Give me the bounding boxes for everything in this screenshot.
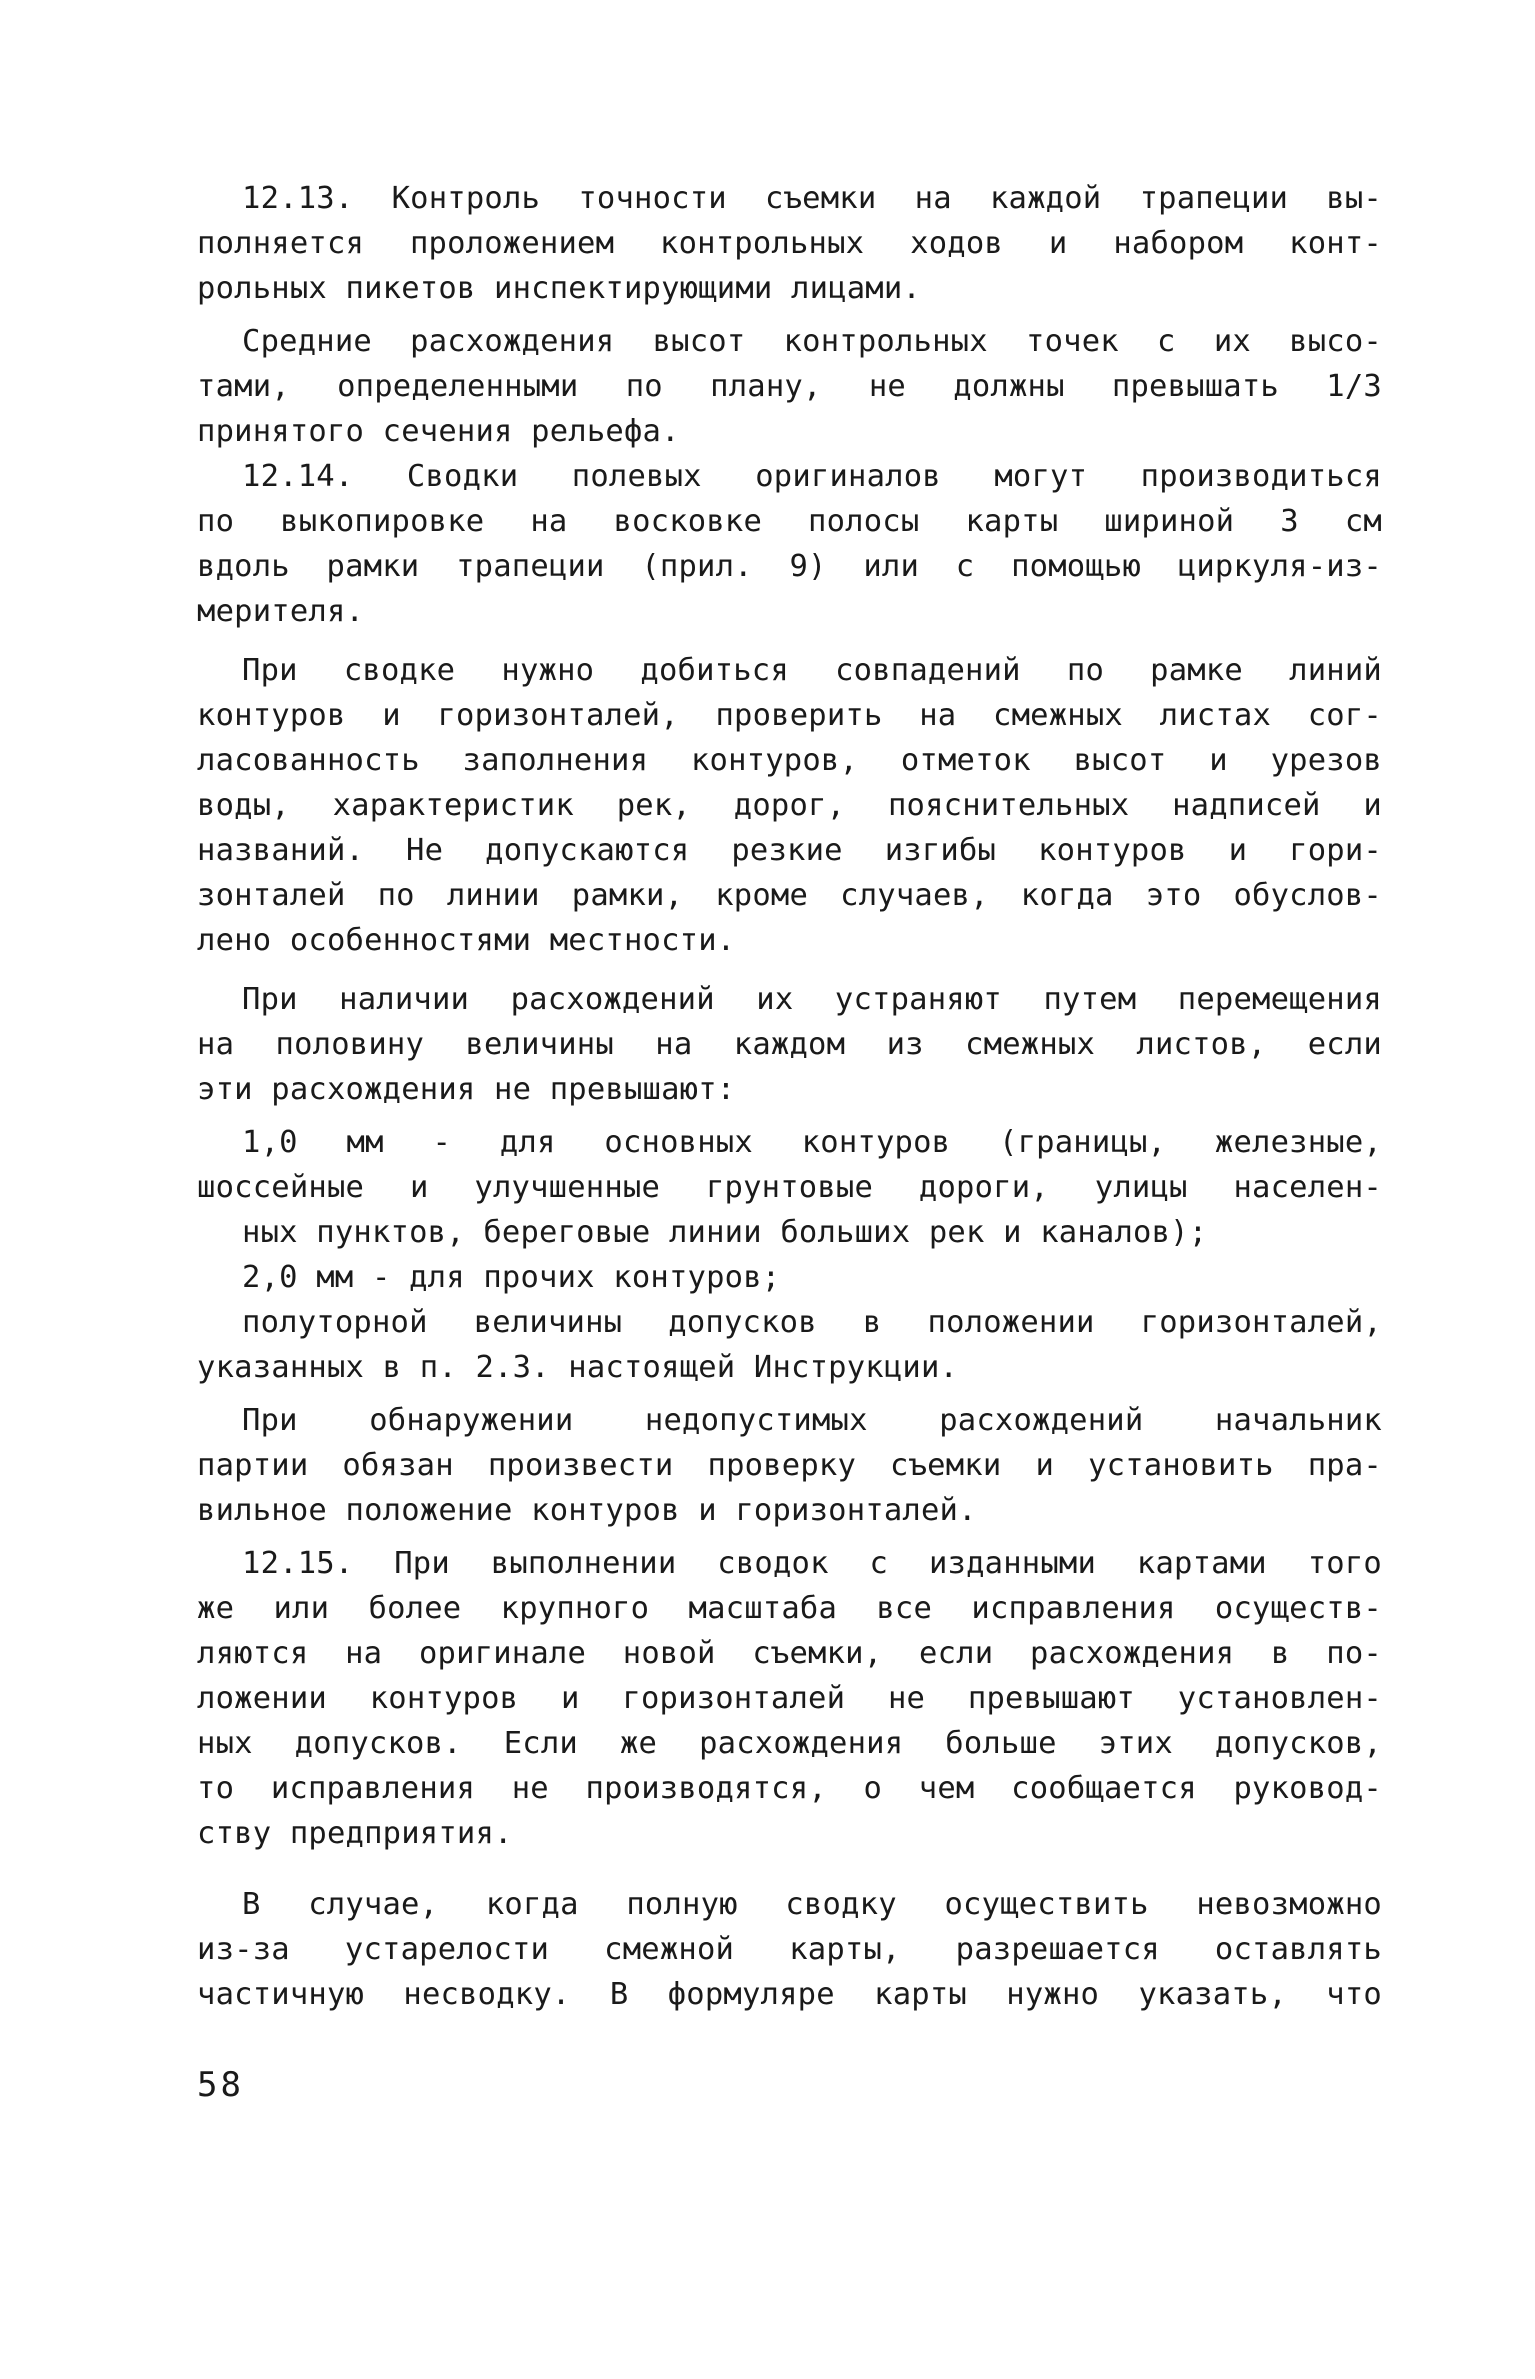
text-line: же или более крупного масштаба все исправления осуществ- <box>197 1591 1382 1626</box>
text-line: При наличии расхождений их устраняют путем перемещения <box>242 982 1382 1017</box>
text-line: 2,0 мм - для прочих контуров; <box>242 1260 781 1295</box>
text-line: 12.15. При выполнении сводок с изданными картами того <box>242 1546 1382 1581</box>
text-line: зонталей по линии рамки, кроме случаев, когда это обуслов- <box>197 878 1382 913</box>
text-line: названий. Не допускаются резкие изгибы контуров и гори- <box>197 833 1382 868</box>
text-line: При обнаружении недопустимых расхождений начальник <box>242 1403 1382 1438</box>
text-line: вильное положение контуров и горизонталей. <box>197 1493 977 1528</box>
text-line: воды, характеристик рек, дорог, пояснительных надписей и <box>197 788 1382 823</box>
text-line: 1,0 мм - для основных контуров (границы, железные, <box>242 1125 1382 1160</box>
text-line: по выкопировке на восковке полосы карты шириной 3 см <box>197 504 1382 539</box>
text-line: из-за устарелости смежной карты, разрешается оставлять <box>197 1932 1382 1967</box>
text-line: ласованность заполнения контуров, отметок высот и урезов <box>197 743 1382 778</box>
text-line: принятого сечения рельефа. <box>197 414 680 449</box>
text-line: полняется проложением контрольных ходов и набором конт- <box>197 226 1382 261</box>
text-line: В случае, когда полную сводку осуществить невозможно <box>242 1887 1382 1922</box>
text-line: вдоль рамки трапеции (прил. 9) или с помощью циркуля-из- <box>197 549 1382 584</box>
text-line: частичную несводку. В формуляре карты нужно указать, что <box>197 1977 1382 2012</box>
text-line: контуров и горизонталей, проверить на смежных листах сог- <box>197 698 1382 733</box>
text-line: на половину величины на каждом из смежных листов, если <box>197 1027 1382 1062</box>
text-line: ложении контуров и горизонталей не превышают установлен- <box>197 1681 1382 1716</box>
text-line: лено особенностями местности. <box>197 923 736 958</box>
text-line: 12.13. Контроль точности съемки на каждой трапеции вы- <box>242 181 1382 216</box>
text-line: ляются на оригинале новой съемки, если расхождения в по- <box>197 1636 1382 1671</box>
text-line: тами, определенными по плану, не должны превышать 1/3 <box>197 369 1382 404</box>
text-line: 12.14. Сводки полевых оригиналов могут производиться <box>242 459 1382 494</box>
text-line: указанных в п. 2.3. настоящей Инструкции. <box>197 1350 959 1385</box>
text-line: то исправления не производятся, о чем сообщается руковод- <box>197 1771 1382 1806</box>
text-line: ных пунктов, береговые линии больших рек и каналов); <box>242 1215 1208 1250</box>
text-line: ству предприятия. <box>197 1816 513 1851</box>
text-line: ных допусков. Если же расхождения больше этих допусков, <box>197 1726 1382 1761</box>
text-line: При сводке нужно добиться совпадений по рамке линий <box>242 653 1382 688</box>
text-line: шоссейные и улучшенные грунтовые дороги, улицы населен- <box>197 1170 1382 1205</box>
text-line: рольных пикетов инспектирующими лицами. <box>197 271 921 306</box>
text-line: полуторной величины допусков в положении горизонталей, <box>242 1305 1382 1340</box>
page-number: 58 <box>197 2065 244 2105</box>
text-line: мерителя. <box>197 594 365 629</box>
text-line: эти расхождения не превышают: <box>197 1072 736 1107</box>
text-line: Средние расхождения высот контрольных точек с их высо- <box>242 324 1382 359</box>
text-line: партии обязан произвести проверку съемки и установить пра- <box>197 1448 1382 1483</box>
body-text <box>197 176 1382 2017</box>
